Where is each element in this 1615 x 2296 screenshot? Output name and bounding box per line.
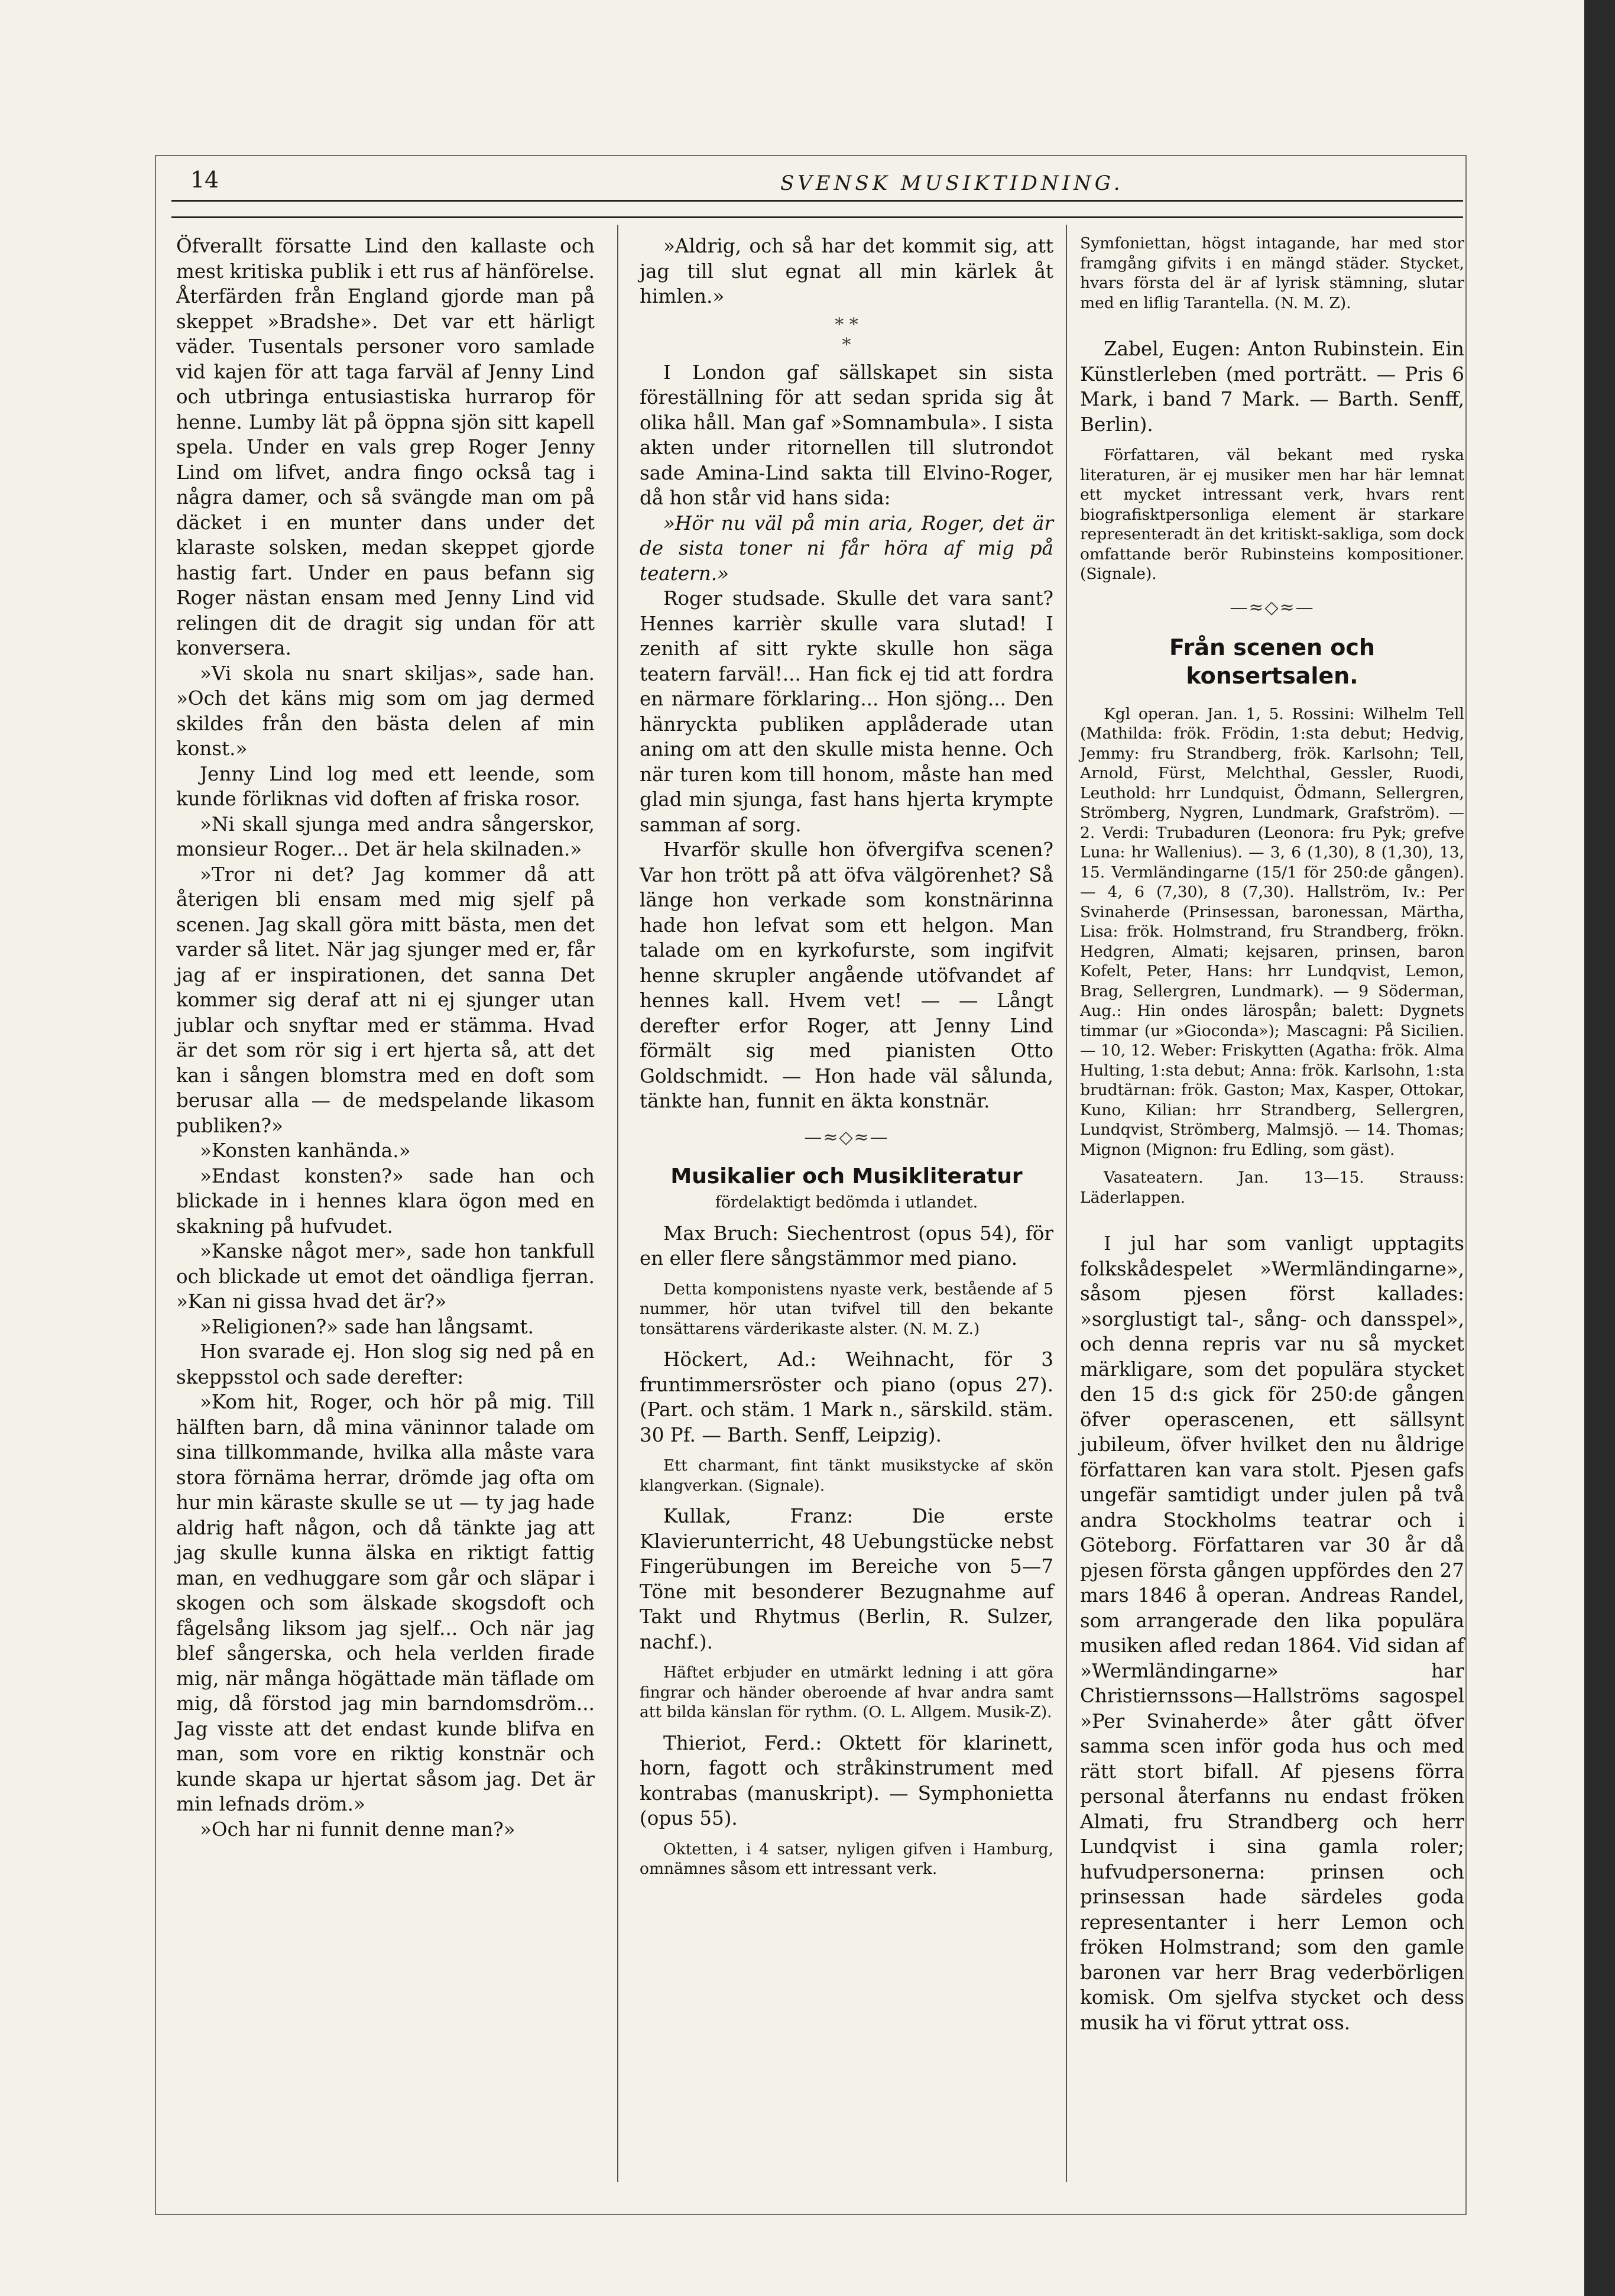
review-note: Detta komponistens nyaste verk, bestående af 5 nummer, hör utan tvifvel till den bekante tonsättarens värderikaste alster. (N. M. Z.): [640, 1280, 1053, 1338]
header-rule-lower: [171, 216, 1463, 218]
running-title: SVENSK MUSIKTIDNING.: [780, 171, 1124, 195]
paragraph: »Religionen?» sade han långsamt.: [200, 1315, 534, 1338]
section-subtitle: fördelaktigt bedömda i utlandet.: [715, 1193, 978, 1212]
paragraph: Öfverallt försatte Lind den kallaste och mest kritiska publik i ett rus af hänförelse. Återfärden från England gjorde man på skeppet »Bradshe». Det var ett härligt väder. Tusentals personer voro samlade vid kajen för att taga farväl af Jenny Lind och utbringa entusiastiska hurrarop för henne. Lumby lät på öppna sjön sitt kapell spela. Under en vals grep Roger Jenny Lind om lifvet, andra fingo också tag i några damer, och så svängde man om på däcket i en munter dans under det klaraste solsken, medan skeppet gjorde hastig fart. Under en paus befann sig Roger nästan ensam med Jenny Lind vid relingen dit de dragit sig undan för att konversera.: [176, 235, 595, 659]
header-rule: [171, 200, 1463, 202]
paragraph: Hvarför skulle hon öfvergifva scenen? Var hon trött på att öfva välgörenhet? Så länge hon verkade som konstnärinna hade hon lefvat som ett helgon. Man talade om en kyrkofurste, som ingifvit henne skrupler angående utöfvandet af hennes kall. Hvem vet! — — Långt derefter erfor Roger, att Jenny Lind förmält sig med pianisten Otto Goldschmidt. — Hon hade väl sålunda, tänkte han, funnit en äkta konstnär.: [640, 838, 1053, 1112]
review-note: Ett charmant, fint tänkt musikstycke af skön klangverkan. (Signale).: [640, 1456, 1053, 1495]
review-entry: Max Bruch: Siechentrost (opus 54), för en eller flere sångstämmor med piano.: [640, 1222, 1053, 1270]
paragraph: »Hör nu väl på min aria, Roger, det är de sista toner ni får höra af mig på teatern.»: [640, 511, 1053, 585]
paragraph: I jul har som vanligt upptagits folkskådespelet »Wermländingarne», såsom pjesen först kallades: »sorglustigt tal-, sång- och dansspel», och denna repris var nu så mycket märkligare, som det populära stycket den 15 d:s gick för 250:de gången öfver operascenen, ett sällsynt jubileum, öfver hvilket den nu åldrige författaren kan vara stolt. Pjesen gafs ungefär samtidigt under julen på två andra Stockholms teatrar och i Göteborg. Författaren var 30 år då pjesen första gången uppfördes den 27 mars 1846 å operan. Andreas Randel, som arrangerade den lika populära musiken afled redan 1864. Vid sidan af »Wermländingarne» har Christiernssons—Hallströms sagospel »Per Svinaherde» åter gått öfver samma scen inför goda hus och med rätt stort bifall. Af pjesens förra personal återfanns nu endast fröken Almati, fru Strandberg och herr Lundqvist i sina gamla roler; hufvudpersonerna: prinsen och prinsessan hade särdeles goda representanter i herr Lemon och fröken Holmstrand; som den gamle baronen var herr Brag vederbörligen komisk. Om sjelfva stycket och dess musik ha vi förut yttrat oss.: [1080, 1232, 1464, 2034]
paragraph: »Tror ni det? Jag kommer då att återigen bli ensam med mig sjelf på scenen. Jag skall göra mitt bästa, men det varder så litet. När jag sjunger med er, får jag af er inspirationen, det sanna Det kommer sig deraf att ni ej sjunger utan jublar och snyftar med er stämma. Hvad är det som rör sig i ert hjerta så, att det kan i sången blomstra med en doft som berusar alla — de medspelande likasom publiken?»: [176, 863, 595, 1137]
paragraph: I London gaf sällskapet sin sista föreställning för att sedan sprida sig åt olika håll. Man gaf »Somnambula». I sista akten under ritornellen till slutrondot sade Amina-Lind sakta till Elvino-Roger, då hon står vid hans sida:: [640, 361, 1053, 509]
paragraph: »Endast konsten?» sade han och blickade in i hennes klara ögon med en skakning på hufvudet.: [176, 1164, 595, 1238]
paragraph: Jenny Lind log med ett leende, som kunde förliknas vid doften af friska rosor.: [176, 762, 595, 810]
ornament-divider: —≈◇≈—: [804, 1126, 889, 1148]
review-entry: Zabel, Eugen: Anton Rubinstein. Ein Künstlerleben (med porträtt. — Pris 6 Mark, i band 7 Mark. — Barth. Senff, Berlin).: [1080, 338, 1464, 436]
scan-edge: [1584, 0, 1615, 2296]
section-heading-music: Musikalier och Musikliteratur: [670, 1164, 1023, 1189]
paragraph: »Ni skall sjunga med andra sångerskor, monsieur Roger... Det är hela skilnaden.»: [176, 812, 595, 860]
paragraph: Roger studsade. Skulle det vara sant? Hennes karrièr skulle vara slutad! I zenith af sitt rykte skulle hon säga teatern farväl!... Han fick ej tid att fordra en närmare förklaring... Hon sjöng... Den hänryckta publiken applåderade utan aning om att den skulle mista henne. Och när turen kom till honom, måste han med glad min sjunga, fast hans hjerta krympte samman af sorg.: [640, 587, 1053, 836]
column-2: [640, 234, 1053, 1879]
paragraph: »Och har ni funnit denne man?»: [200, 1818, 515, 1841]
paragraph: »Aldrig, och så har det kommit sig, att jag till slut egnat all min kärlek åt himlen.»: [640, 235, 1053, 307]
review-note: Författaren, väl bekant med ryska literaturen, är ej musiker men har här lemnat ett mycket intressant verk, hvars rent biografisktpersonliga element är starkare representeradt än det kritiskt-sakliga, som dock omfattande berör Rubinsteins kompositioner. (Signale).: [1080, 446, 1464, 583]
review-entry: Höckert, Ad.: Weihnacht, för 3 fruntimmersröster och piano (opus 27). (Part. och stäm. 1 Mark n., särskild. stäm. 30 Pf. — Barth. Senff, Leipzig).: [640, 1348, 1053, 1446]
paragraph: »Kanske något mer», sade hon tankfull och blickade ut emot det oändliga fjerran. »Kan ni gissa hvad det är?»: [176, 1240, 595, 1313]
section-heading-stage: Från scenen och konsertsalen.: [1169, 634, 1375, 689]
column-rule-1: [617, 225, 618, 2182]
paragraph: Hon svarade ej. Hon slog sig ned på en skeppsstol och sade derefter:: [176, 1340, 595, 1388]
paragraph: »Kom hit, Roger, och hör på mig. Till hälften barn, då mina väninnor talade om sina tillkommande, hvilka alla måste vara stora förnäma herrar, drömde jag ofta om hur min käraste skulle se ut — ty jag hade aldrig haft någon, och då tänkte jag att jag skulle kunna älska en riktigt fattig man, en vedhuggare som går och släpar i skogen och som älskade skogsdoft och fågelsång liksom jag sjelf... Och när jag blef sångerska, och hela verlden firade mig, när många högättade män täflade om mig, då förstod jag min barndomsdröm... Jag visste att det endast kunde blifva en man, som vore en riktig konstnär och kunde skapa ur hjertat såsom jag. Det är min lefnads dröm.»: [176, 1391, 595, 1815]
review-note: Häftet erbjuder en utmärkt ledning i att göra fingrar och händer oberoende af hvar andra samt att bilda känslan för rythm. (O. L. Allgem. Musik-Z).: [640, 1663, 1053, 1721]
review-entry: Kullak, Franz: Die erste Klavierunterricht, 48 Uebungstücke nebst Fingerübungen im Bereiche von 5—7 Töne mit besonderer Bezugnahme auf Takt und Rhytmus (Berlin, R. Sulzer, nachf.).: [640, 1505, 1053, 1653]
stage-listing: Kgl operan. Jan. 1, 5. Rossini: Wilhelm Tell (Mathilda: frök. Frödin, 1:sta debut; Hedvig, Jemmy: fru Strandberg, frök. Karlsohn; Tell, Arnold, Fürst, Melchthal, Gessler, Ruodi, Leuthold: hrr Lundquist, Ödmann, Sellergren, Strömberg, Nygren, Lundmark, Grafström). — 2. Verdi: Trubaduren (Leonora: fru Pyk; grefve Luna: hr Wallenius). — 3, 6 (1,30), 8 (1,30), 13, 15. Vermländingarne (15/1 för 250:de gången). — 4, 6 (7,30), 8 (7,30). Hallström, Iv.: Per Svinaherde (Prinsessan, baronessan, Märtha, Lisa: frök. Holmstrand, fru Strandberg, frökn. Hedgren, Almati; kejsaren, prinsen, baron Kofelt, Peter, Hans: hrr Lundqvist, Lemon, Brag, Sellergren, Lundmark). — 9 Söderman, Aug.: Hin ondes lärospån; balett: Dygnets timmar (ur »Gioconda»); Mascagni: På Sicilien. — 10, 12. Weber: Friskytten (Agatha: frök. Alma Hulting, 1:sta debut; Anna: frök. Karlsohn, 1:sta brudtärnan: frök. Gaston; Max, Kasper, Ottokar, Kuno, Kilian: hrr Strandberg, Sellergren, Lundqvist, Strömberg, Malmsjö. — 14. Thomas; Mignon (Mignon: fru Edling, som gäst).: [1080, 704, 1464, 1159]
paragraph: »Vi skola nu snart skiljas», sade han. »Och det käns mig som om jag dermed skildes från den bästa delen af min konst.»: [176, 662, 595, 760]
review-note: Symfoniettan, högst intagande, har med stor framgång gifvits i en mängd städer. Stycket, hvars första del är af lyrisk stämning, slutar med en liflig Tarantella. (N. M. Z).: [1080, 234, 1464, 312]
paragraph: »Konsten kanhända.»: [200, 1139, 411, 1162]
column-rule-2: [1066, 225, 1067, 2182]
column-1: [176, 234, 595, 1842]
column-3: [1080, 234, 1464, 2035]
section-stars: * * *: [835, 314, 858, 355]
review-entry: Thieriot, Ferd.: Oktett för klarinett, horn, fagott och stråkinstrument med kontrabas (manuskript). — Symphonietta (opus 55).: [640, 1731, 1053, 1829]
stage-listing: Vasateatern. Jan. 13—15. Strauss: Läderlappen.: [1080, 1168, 1464, 1207]
ornament-divider: —≈◇≈—: [1230, 597, 1315, 618]
page-number: 14: [190, 167, 219, 193]
review-note: Oktetten, i 4 satser, nyligen gifven i Hamburg, omnämnes såsom ett intressant verk.: [640, 1840, 1053, 1878]
